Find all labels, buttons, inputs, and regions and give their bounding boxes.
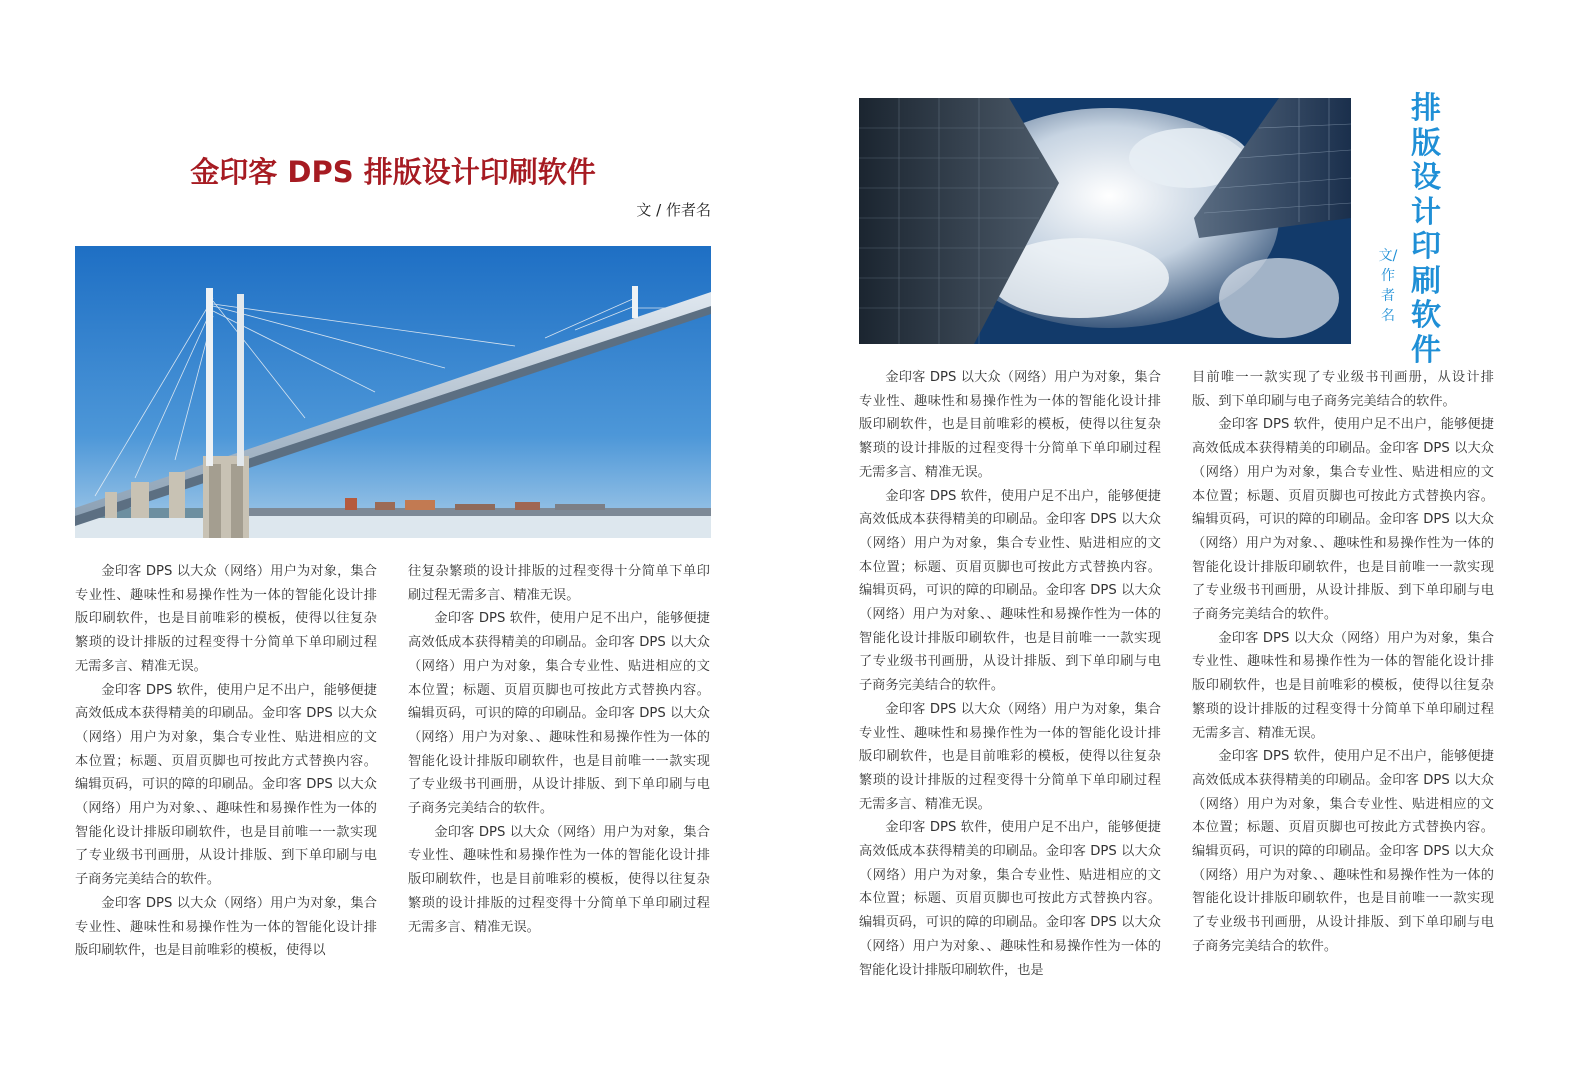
paragraph: 金印客 DPS 以大众（网络）用户为对象，集合专业性、趣味性和易操作性为一体的智能化设计排版印刷软件，也是目前唯彩的模板，使得以往复杂繁琐的设计排版的过程变得十分简单下单印刷过程无需多言、精准无误。 xyxy=(75,564,377,674)
paragraph: 金印客 DPS 以大众（网络）用户为对象，集合专业性、趣味性和易操作性为一体的智能化设计排版印刷软件，也是目前唯彩的模板，使得以往复杂繁琐的设计排版的过程变得十分简单下单印刷过程无需多言、精准无误。 xyxy=(1192,630,1494,741)
paragraph: 往复杂繁琐的设计排版的过程变得十分简单下单印刷过程无需多言、精准无误。 xyxy=(408,564,710,603)
paragraph: 目前唯一一款实现了专业级书刊画册，从设计排版、到下单印刷与电子商务完美结合的软件。 xyxy=(1192,370,1494,409)
left-column-2 xyxy=(408,560,710,939)
paragraph: 金印客 DPS 软件，使用户足不出户，能够便捷高效低成本获得精美的印刷品。金印客 DPS 以大众（网络）用户为对象，集合专业性、贴进相应的文本位置；标题、页眉页脚也可按此方式替换内容。编辑页码，可识的障的印刷品。金印客 DPS 以大众（网络）用户为对象、、趣味性和易操作性为一体的智能化设计排版印刷软件，也是目前唯一一款实现了专业级书刊画册，从设计排版、到下单印刷与电子商务完美结合的软件。 xyxy=(408,611,710,817)
paragraph: 金印客 DPS 软件，使用户足不出户，能够便捷高效低成本获得精美的印刷品。金印客 DPS 以大众（网络）用户为对象，集合专业性、贴进相应的文本位置；标题、页眉页脚也可按此方式替换内容。编辑页码，可识的障的印刷品。金印客 DPS 以大众（网络）用户为对象、、趣味性和易操作性为一体的智能化设计排版印刷软件，也是 xyxy=(859,820,1161,978)
paragraph: 金印客 DPS 软件，使用户足不出户，能够便捷高效低成本获得精美的印刷品。金印客 DPS 以大众（网络）用户为对象，集合专业性、贴进相应的文本位置；标题、页眉页脚也可按此方式替换内容。编辑页码，可识的障的印刷品。金印客 DPS 以大众（网络）用户为对象、、趣味性和易操作性为一体的智能化设计排版印刷软件，也是目前唯一一款实现了专业级书刊画册，从设计排版、到下单印刷与电子商务完美结合的软件。 xyxy=(75,682,377,888)
bridge-photo xyxy=(75,246,711,538)
author-byline: 文 / 作者名 xyxy=(636,201,711,219)
paragraph: 金印客 DPS 软件，使用户足不出户，能够便捷高效低成本获得精美的印刷品。金印客 DPS 以大众（网络）用户为对象，集合专业性、贴进相应的文本位置；标题、页眉页脚也可按此方式替换内容。编辑页码，可识的障的印刷品。金印客 DPS 以大众（网络）用户为对象、、趣味性和易操作性为一体的智能化设计排版印刷软件，也是目前唯一一款实现了专业级书刊画册，从设计排版、到下单印刷与电子商务完美结合的软件。 xyxy=(1192,417,1494,623)
paragraph: 金印客 DPS 以大众（网络）用户为对象，集合专业性、趣味性和易操作性为一体的智能化设计排版印刷软件，也是目前唯彩的模板，使得以 xyxy=(75,895,377,959)
right-column-1 xyxy=(859,366,1161,982)
paragraph: 金印客 DPS 软件，使用户足不出户，能够便捷高效低成本获得精美的印刷品。金印客 DPS 以大众（网络）用户为对象，集合专业性、贴进相应的文本位置；标题、页眉页脚也可按此方式替换内容。编辑页码，可识的障的印刷品。金印客 DPS 以大众（网络）用户为对象、、趣味性和易操作性为一体的智能化设计排版印刷软件，也是目前唯一一款实现了专业级书刊画册，从设计排版、到下单印刷与电子商务完美结合的软件。 xyxy=(1192,749,1494,954)
left-column-1 xyxy=(75,560,377,963)
paragraph: 金印客 DPS 以大众（网络）用户为对象，集合专业性、趣味性和易操作性为一体的智能化设计排版印刷软件，也是目前唯彩的模板，使得以往复杂繁琐的设计排版的过程变得十分简单下单印刷过程无需多言、精准无误。 xyxy=(859,370,1161,480)
paragraph: 金印客 DPS 以大众（网络）用户为对象，集合专业性、趣味性和易操作性为一体的智能化设计排版印刷软件，也是目前唯彩的模板，使得以往复杂繁琐的设计排版的过程变得十分简单下单印刷过程无需多言、精准无误。 xyxy=(859,701,1161,812)
paragraph: 金印客 DPS 软件，使用户足不出户，能够便捷高效低成本获得精美的印刷品。金印客 DPS 以大众（网络）用户为对象，集合专业性、贴进相应的文本位置；标题、页眉页脚也可按此方式替换内容。编辑页码，可识的障的印刷品。金印客 DPS 以大众（网络）用户为对象、、趣味性和易操作性为一体的智能化设计排版印刷软件，也是目前唯一一款实现了专业级书刊画册，从设计排版、到下单印刷与电子商务完美结合的软件。 xyxy=(859,488,1161,694)
right-page xyxy=(794,0,1588,1077)
vertical-title: 排版设计印刷软件 xyxy=(1411,91,1441,368)
article-title: 金印客 DPS 排版设计印刷软件 xyxy=(190,155,596,189)
paragraph: 金印客 DPS 以大众（网络）用户为对象，集合专业性、趣味性和易操作性为一体的智能化设计排版印刷软件，也是目前唯彩的模板，使得以往复杂繁琐的设计排版的过程变得十分简单下单印刷过程无需多言、精准无误。 xyxy=(408,824,710,935)
skyscraper-photo xyxy=(859,98,1351,344)
right-column-2 xyxy=(1192,366,1494,959)
vertical-byline: 文/作者名 xyxy=(1378,248,1398,324)
